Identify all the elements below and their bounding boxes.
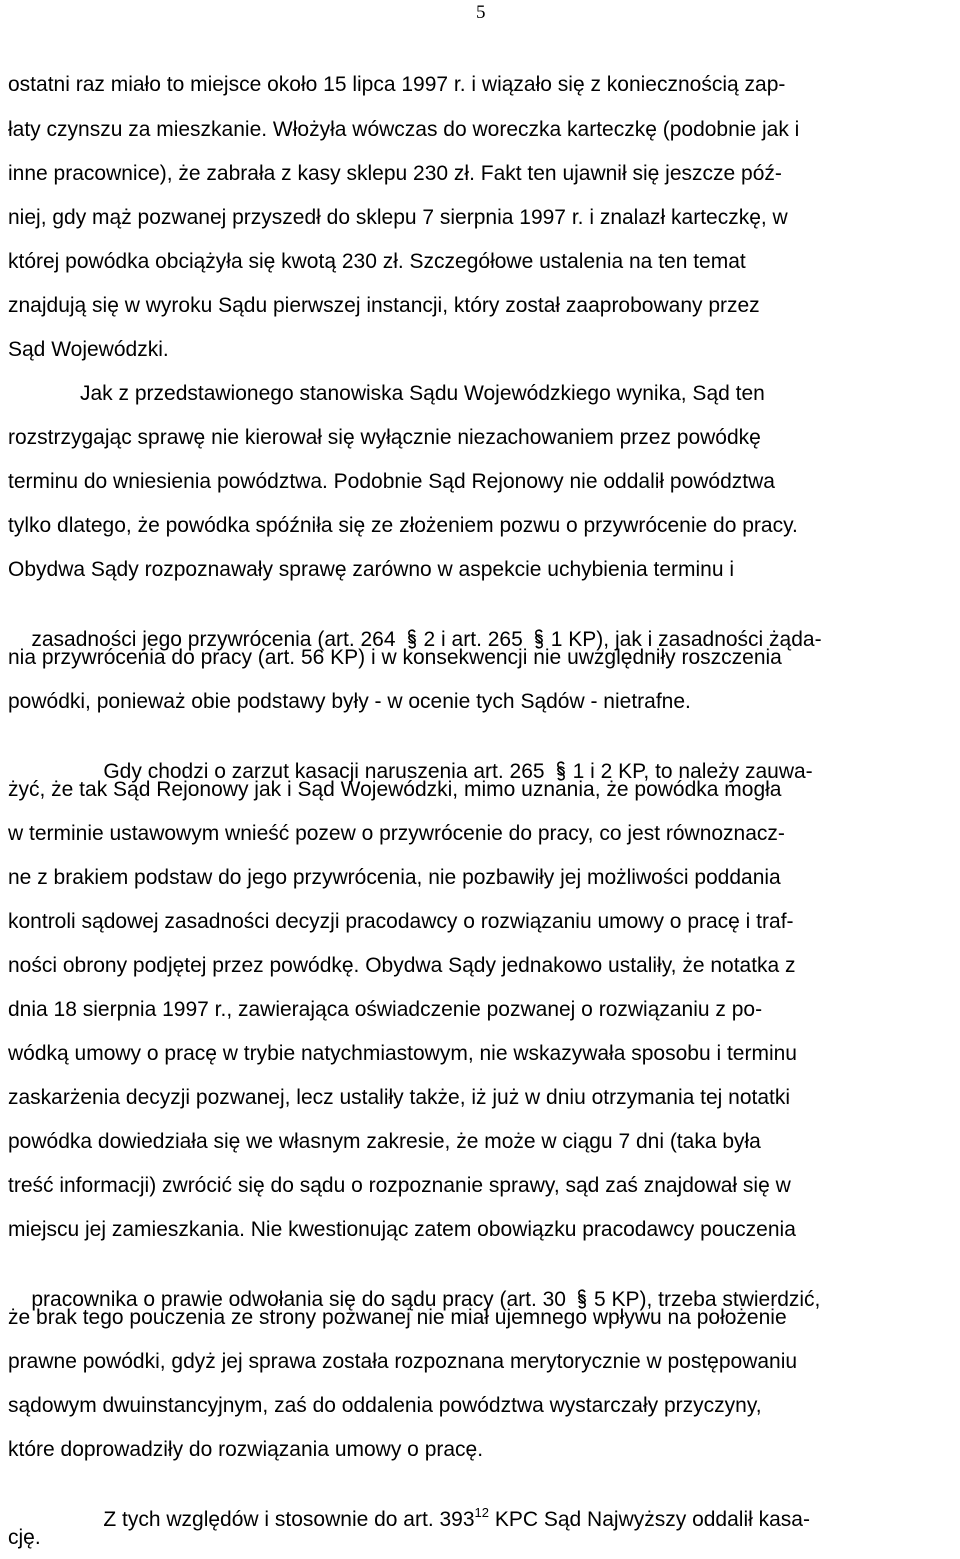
text-line: łaty czynszu za mieszkanie. Włożyła wówczas do woreczka karteczkę (podobnie jak i — [8, 118, 800, 141]
text-line: kontroli sądowej zasadności decyzji pracodawcy o rozwiązaniu umowy o pracę i traf- — [8, 910, 794, 933]
text-line: w terminie ustawowym wnieść pozew o przywrócenie do pracy, co jest równoznacz- — [8, 822, 785, 845]
text-line: tylko dlatego, że powódka spóźniła się ze złożeniem pozwu o przywrócenie do pracy. — [8, 514, 798, 537]
text-fragment: zasadności jego przywrócenia (art. 264 — [31, 628, 396, 651]
superscript: 12 — [474, 1505, 489, 1520]
text-line: ności obrony podjętej przez powódkę. Obydwa Sądy jednakowo ustaliły, że notatka z — [8, 954, 796, 977]
text-line: niej, gdy mąż pozwanej przyszedł do sklepu 7 sierpnia 1997 r. i znalazł karteczkę, w — [8, 206, 788, 229]
text-line: prawne powódki, gdyż jej sprawa została rozpoznana merytorycznie w postępowaniu — [8, 1350, 798, 1373]
text-fragment: pracownika o prawie odwołania się do sądu pracy (art. 30 — [31, 1288, 566, 1311]
text-line: nia przywrócenia do pracy (art. 56 KP) i w konsekwencji nie uwzględniły roszczenia — [8, 646, 782, 669]
text-fragment: 1 i 2 KP, to należy zauwa- — [572, 760, 813, 783]
text-line: treść informacji) zwrócić się do sądu o rozpoznanie sprawy, sąd zaś znajdował się w — [8, 1174, 791, 1197]
text-line: terminu do wniesienia powództwa. Podobnie Sąd Rejonowy nie oddalił powództwa — [8, 470, 775, 493]
text-line: wódką umowy o pracę w trybie natychmiastowym, nie wskazywała sposobu i terminu — [8, 1042, 797, 1065]
text-line: żyć, że tak Sąd Rejonowy jak i Sąd Wojewódzki, mimo uznania, że powódka mogła — [8, 778, 782, 801]
text-line: ostatni raz miało to miejsce około 15 lipca 1997 r. i wiązało się z koniecznością zap- — [8, 73, 786, 96]
text-fragment: 1 KP), jak i zasadności żąda- — [550, 628, 822, 651]
text-line: rozstrzygając sprawę nie kierował się wyłącznie niezachowaniem przez powódkę — [8, 426, 761, 449]
text-line: znajdują się w wyroku Sądu pierwszej instancji, który został zaaprobowany przez — [8, 294, 760, 317]
text-line: sądowym dwuinstancyjnym, zaś do oddalenia powództwa wystarczały przyczyny, — [8, 1394, 762, 1417]
text-fragment: 2 i art. 265 — [423, 628, 523, 651]
text-line: inne pracownice), że zabrała z kasy sklepu 230 zł. Fakt ten ujawnił się jeszcze póź- — [8, 162, 782, 185]
text-line: której powódka obciążyła się kwotą 230 zł. Szczegółowe ustalenia na ten temat — [8, 250, 746, 273]
text-line: Obydwa Sądy rozpoznawały sprawę zarówno w aspekcie uchybienia terminu i — [8, 558, 735, 581]
text-fragment: KPC Sąd Najwyższy oddalił kasa- — [494, 1508, 810, 1531]
text-fragment: 5 KP), trzeba stwierdzić, — [593, 1288, 821, 1311]
text-line — [80, 1481, 810, 1559]
text-fragment: Gdy chodzi o zarzut kasacji naruszenia art. 265 — [103, 760, 545, 783]
text-line: Sąd Wojewódzki. — [8, 338, 169, 361]
text-line: miejscu jej zamieszkania. Nie kwestionując zatem obowiązku pracodawcy pouczenia — [8, 1218, 796, 1241]
text-line: Jak z przedstawionego stanowiska Sądu Wojewódzkiego wynika, Sąd ten — [80, 382, 765, 405]
page-number: 5 — [476, 2, 486, 23]
text-line: zaskarżenia decyzji pozwanej, lecz ustaliły także, iż już w dniu otrzymania tej notatki — [8, 1086, 791, 1109]
text-line: dnia 18 sierpnia 1997 r., zawierająca oświadczenie pozwanej o rozwiązaniu z po- — [8, 998, 763, 1021]
text-line: powódki, ponieważ obie podstawy były - w ocenie tych Sądów - nietrafne. — [8, 690, 691, 713]
text-line: cję. — [8, 1526, 41, 1549]
text-line: że brak tego pouczenia ze strony pozwanej nie miał ujemnego wpływu na położenie — [8, 1306, 787, 1329]
text-line: ne z brakiem podstaw do jego przywrócenia, nie pozbawiły jej możliwości poddania — [8, 866, 781, 889]
text-line: które doprowadziły do rozwiązania umowy o pracę. — [8, 1438, 484, 1461]
text-line: powódka dowiedziała się we własnym zakresie, że może w ciągu 7 dni (taka była — [8, 1130, 761, 1153]
text-fragment: Z tych względów i stosownie do art. 393 — [103, 1508, 475, 1531]
